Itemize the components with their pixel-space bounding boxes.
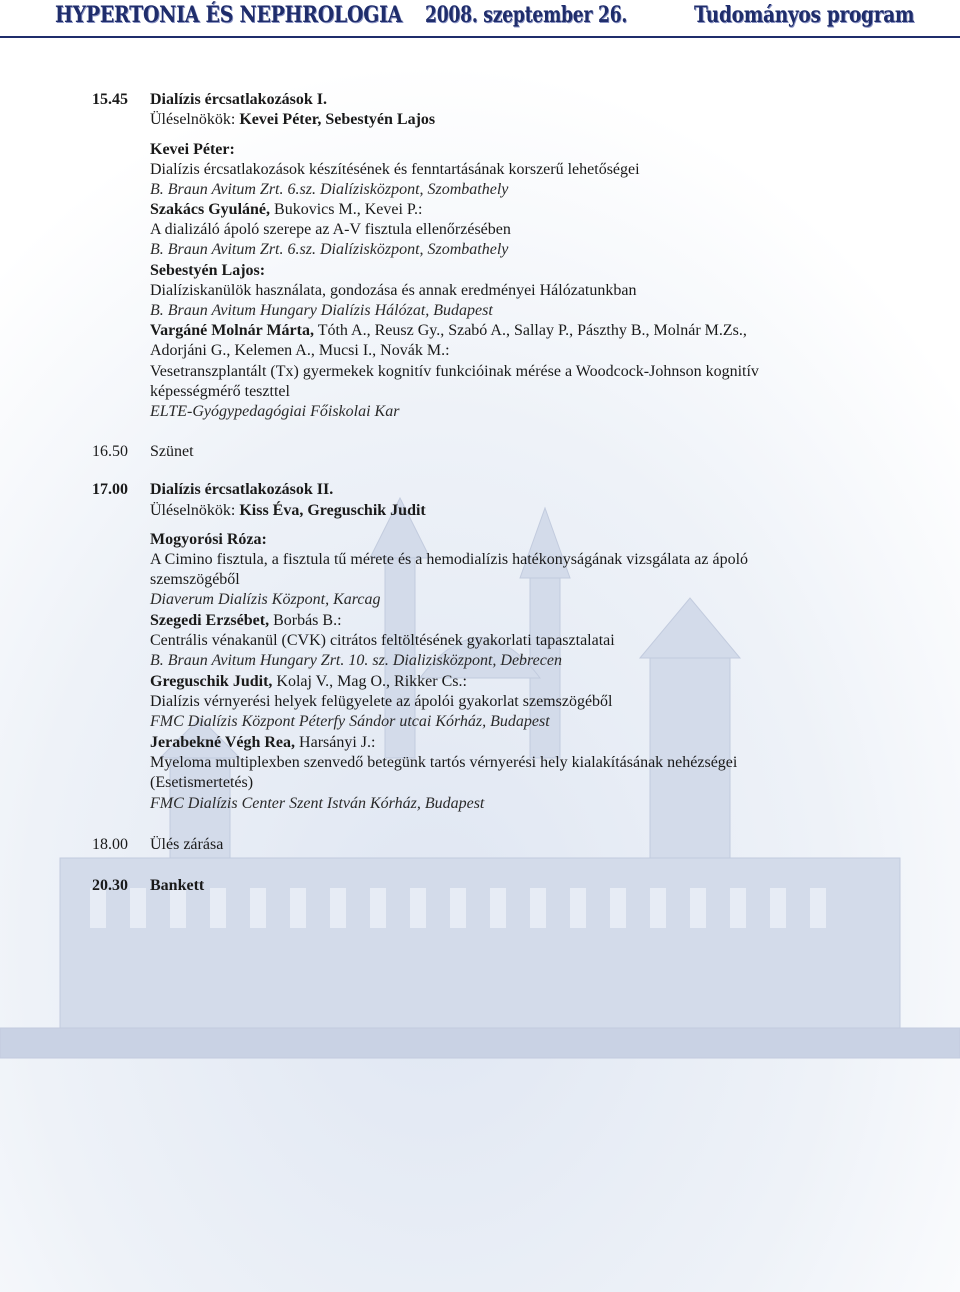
talk-authors: Jerabekné Végh Rea, Harsányi J.:: [150, 734, 376, 751]
talk-title-continued: szemszögéből: [150, 571, 240, 588]
session1-time: 15.45: [92, 91, 128, 108]
session2-title: Dialízis ércsatlakozások II.: [150, 481, 334, 498]
header-journal-title: HYPERTONIA ÉS NEPHROLOGIA: [55, 2, 403, 28]
talk-affiliation: FMC Dialízis Központ Péterfy Sándor utcai Kórház, Budapest: [150, 713, 550, 730]
break-time: 16.50: [92, 443, 128, 460]
talk-title-continued: (Esetismertetés): [150, 774, 254, 791]
talk-affiliation: B. Braun Avitum Zrt. 6.sz. Dialízisközpont, Szombathely: [150, 241, 509, 258]
talk-title-continued: képességmérő teszttel: [150, 383, 290, 400]
banquet-time: 20.30: [92, 877, 128, 894]
talk-affiliation: Diaverum Dialízis Központ, Karcag: [150, 591, 381, 608]
closing-time: 18.00: [92, 836, 128, 853]
talk-authors: Sebestyén Lajos:: [150, 262, 266, 279]
header-section-title: Tudományos program: [694, 2, 915, 28]
chairs-label: Üléselnökök:: [150, 111, 240, 128]
banquet-label: Bankett: [150, 877, 205, 894]
talk-authors-continued: Adorjáni G., Kelemen A., Mucsi I., Novák M.:: [150, 342, 450, 359]
talk-authors: Szakács Gyuláné, Bukovics M., Kevei P.:: [150, 201, 423, 218]
session1-title: Dialízis ércsatlakozások I.: [150, 91, 328, 108]
session2-chairs: [150, 501, 426, 521]
talk-authors: Szegedi Erzsébet, Borbás B.:: [150, 612, 342, 629]
talk-affiliation: ELTE-Gyógypedagógiai Főiskolai Kar: [150, 403, 400, 420]
closing-label: Ülés zárása: [150, 836, 224, 853]
page-header: [0, 0, 960, 38]
chairs-names: Kevei Péter, Sebestyén Lajos: [239, 111, 436, 128]
break-label: Szünet: [150, 443, 194, 460]
talk-title: Dialízis vérnyerési helyek felügyelete az ápolói gyakorlat szemszögéből: [150, 693, 613, 710]
talk-title: Myeloma multiplexben szenvedő betegünk tartós vérnyerési hely kialakításának nehézségei: [150, 754, 738, 771]
talk-title: Dialíziskanülök használata, gondozása és annak eredményei Hálózatunkban: [150, 282, 637, 299]
talk-affiliation: B. Braun Avitum Hungary Zrt. 10. sz. Dializisközpont, Debrecen: [150, 652, 562, 669]
talk-authors: Mogyorósi Róza:: [150, 531, 267, 548]
talk-authors: Vargáné Molnár Márta, Tóth A., Reusz Gy., Szabó A., Sallay P., Pászthy B., Molnár M.Zs.,: [150, 322, 747, 339]
chairs-label: Üléselnökök:: [150, 502, 240, 519]
talk-title: Centrális vénakanül (CVK) citrátos feltöltésének gyakorlati tapasztalatai: [150, 632, 615, 649]
talk-title: A dializáló ápoló szerepe az A-V fisztula ellenőrzésében: [150, 221, 511, 238]
session2-time: 17.00: [92, 481, 128, 498]
header-date: 2008. szeptember 26.: [425, 2, 628, 28]
talk-title: A Cimino fisztula, a fisztula tű mérete és a hemodialízis hatékonyságának vizsgálata az ápoló: [150, 551, 749, 568]
talk-title: Dialízis ércsatlakozások készítésének és fenntartásának korszerű lehetőségei: [150, 161, 640, 178]
session1-chairs: [150, 110, 435, 130]
chairs-names: Kiss Éva, Greguschik Judit: [239, 502, 426, 519]
talk-title: Vesetranszplantált (Tx) gyermekek kognitív funkcióinak mérése a Woodcock-Johnson kognitív: [150, 363, 759, 380]
talk-affiliation: B. Braun Avitum Zrt. 6.sz. Dialízisközpont, Szombathely: [150, 181, 509, 198]
talk-affiliation: FMC Dialízis Center Szent István Kórház, Budapest: [150, 795, 485, 812]
talk-authors: Kevei Péter:: [150, 141, 235, 158]
talk-authors: Greguschik Judit, Kolaj V., Mag O., Rikker Cs.:: [150, 673, 467, 690]
talk-affiliation: B. Braun Avitum Hungary Dialízis Hálózat, Budapest: [150, 302, 493, 319]
